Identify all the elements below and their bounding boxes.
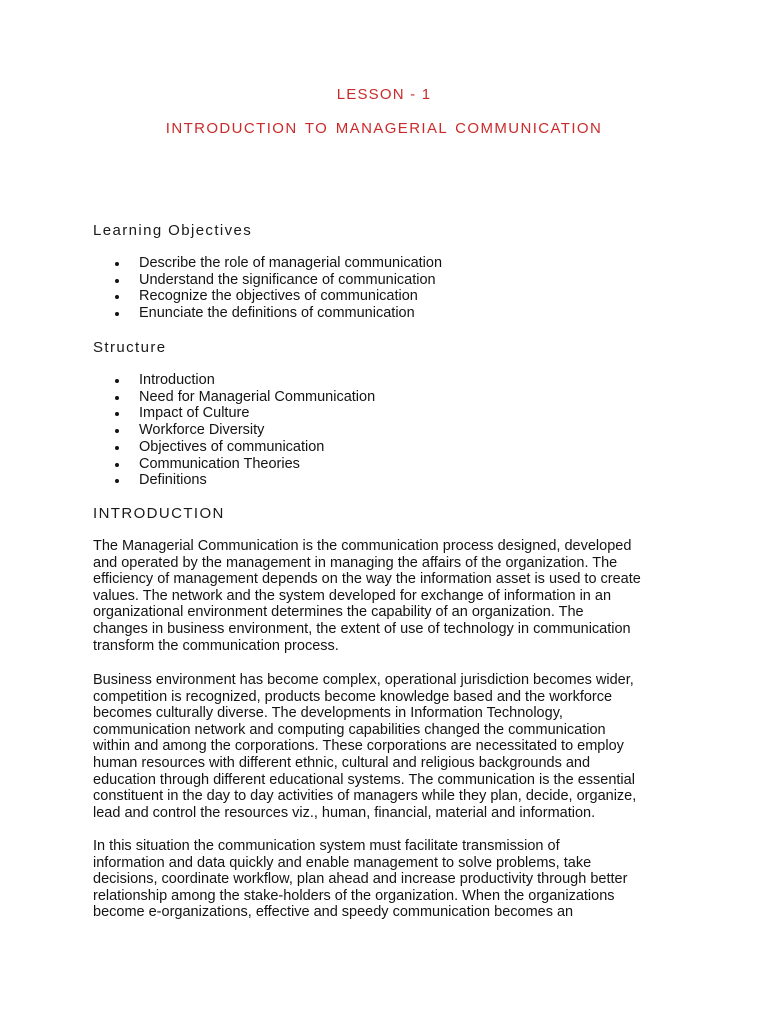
list-item: Objectives of communication xyxy=(108,439,375,456)
text-line: efficiency of management depends on the way the information asset is used to create xyxy=(93,571,641,588)
text-line: become e-organizations, effective and speedy communication becomes an xyxy=(93,904,574,921)
learning-objectives-list xyxy=(108,255,442,322)
structure-list xyxy=(108,372,375,489)
text-line: becomes culturally diverse. The developments in Information Technology, xyxy=(93,705,563,722)
list-item: Definitions xyxy=(108,472,375,489)
intro-paragraph-1 xyxy=(93,538,683,654)
list-item: Workforce Diversity xyxy=(108,422,375,439)
list-item: Understand the significance of communication xyxy=(108,272,442,289)
list-item: Describe the role of managerial communication xyxy=(108,255,442,272)
learning-objectives-heading: Learning Objectives xyxy=(93,222,253,239)
text-line: relationship among the stake-holders of the organization. When the organizations xyxy=(93,887,615,904)
text-line: communication network and computing capabilities changed the communication xyxy=(93,721,606,738)
text-line: competition is recognized, products become knowledge based and the workforce xyxy=(93,688,613,705)
lesson-number: LESSON - 1 xyxy=(336,86,432,103)
text-line: organizational environment determines the capability of an organization. The xyxy=(93,604,584,621)
text-line: and operated by the management in managing the affairs of the organization. The xyxy=(93,554,618,571)
text-line: within and among the corporations. These corporations are necessitated to employ xyxy=(93,738,624,755)
text-line: changes in business environment, the extent of use of technology in communication xyxy=(93,620,631,637)
text-line: The Managerial Communication is the communication process designed, developed xyxy=(93,538,632,554)
text-line: information and data quickly and enable management to solve problems, take xyxy=(93,854,592,871)
list-item: Enunciate the definitions of communication xyxy=(108,305,442,322)
structure-heading: Structure xyxy=(93,339,167,356)
intro-paragraph-2 xyxy=(93,672,683,821)
text-line: values. The network and the system developed for exchange of information in an xyxy=(93,587,612,604)
intro-paragraph-3 xyxy=(93,838,683,921)
list-item: Introduction xyxy=(108,372,375,389)
introduction-heading: INTRODUCTION xyxy=(93,505,225,522)
list-item: Need for Managerial Communication xyxy=(108,389,375,406)
text-line: transform the communication process. xyxy=(93,637,339,654)
text-line: constituent in the day to day activities of managers while they plan, decide, organize, xyxy=(93,788,637,805)
text-line: human resources with different ethnic, cultural and religious backgrounds and xyxy=(93,754,591,771)
lesson-title: INTRODUCTION TO MANAGERIAL COMMUNICATION xyxy=(165,120,603,137)
text-line: Business environment has become complex, operational jurisdiction becomes wider, xyxy=(93,672,634,688)
text-line: decisions, coordinate workflow, plan ahead and increase productivity through better xyxy=(93,871,628,888)
text-line: lead and control the resources viz., human, financial, material and information. xyxy=(93,804,596,821)
list-item: Recognize the objectives of communication xyxy=(108,288,442,305)
list-item: Impact of Culture xyxy=(108,405,375,422)
text-line: education through different educational systems. The communication is the essential xyxy=(93,771,635,788)
text-line: In this situation the communication system must facilitate transmission of xyxy=(93,838,560,854)
list-item: Communication Theories xyxy=(108,456,375,473)
